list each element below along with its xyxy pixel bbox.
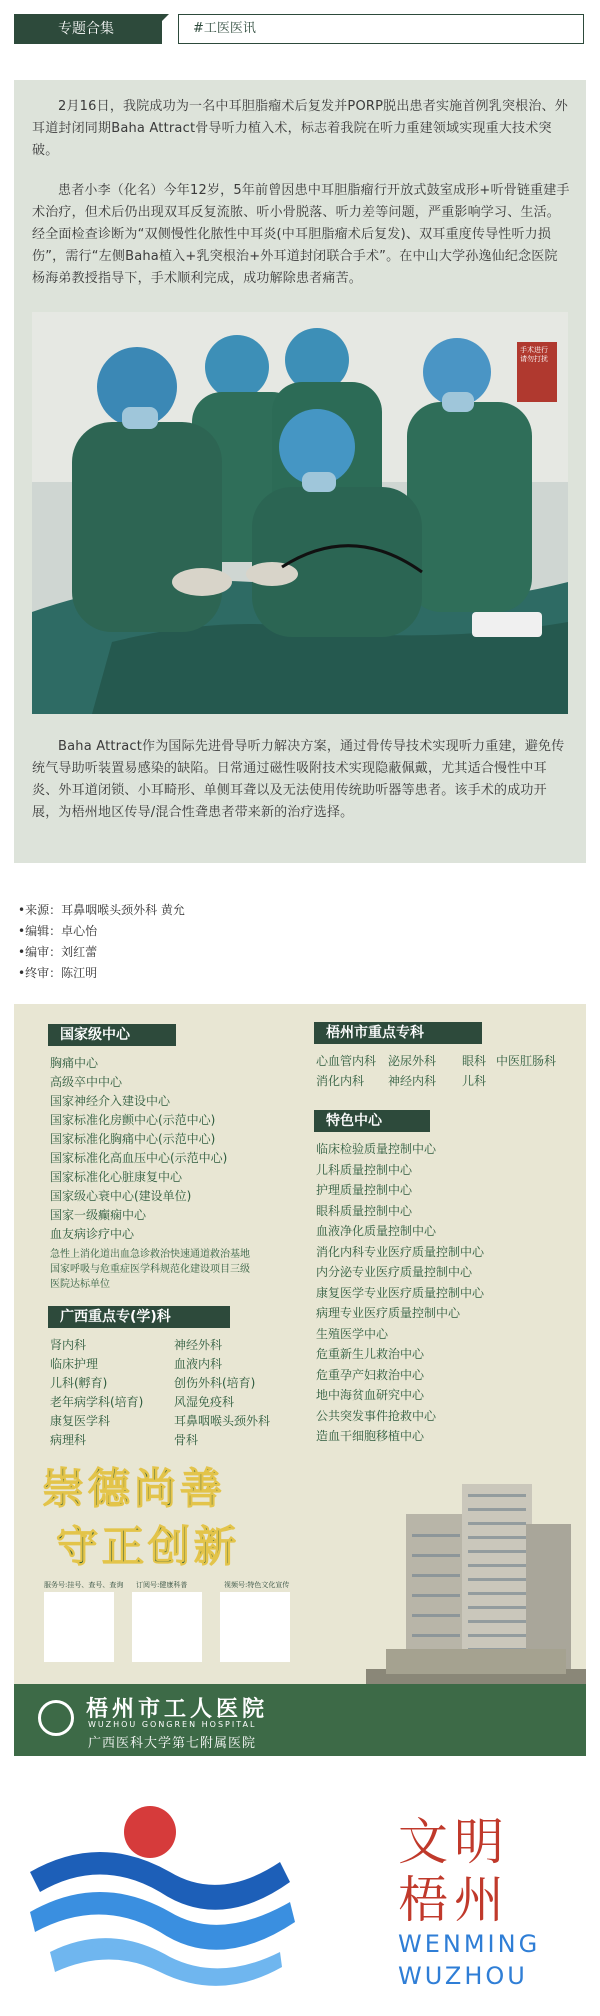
door-sign: 手术进行请勿打扰 <box>520 346 548 363</box>
special-center-item: 病理专业医疗质量控制中心 <box>316 1306 461 1320</box>
wuzhou-specialty-item: 神经内科 <box>388 1074 437 1088</box>
wenming-title-line-2: 梧州 <box>398 1871 510 1929</box>
slogan-line-1: 崇德尚善 <box>42 1464 227 1513</box>
guangxi-key-discipline-title: 广西重点专(学)科 <box>48 1306 230 1328</box>
guangxi-discipline-item: 老年病学科(培育) <box>50 1395 144 1409</box>
national-center-note: 医院达标单位 <box>50 1279 110 1290</box>
wuzhou-specialty-item: 眼科 <box>462 1054 487 1068</box>
wenming-en-line-2: WUZHOU <box>398 1962 528 1990</box>
national-center-item: 胸痛中心 <box>50 1056 99 1070</box>
special-center-item: 血液净化质量控制中心 <box>316 1224 437 1238</box>
guangxi-discipline-item: 病理科 <box>50 1433 87 1447</box>
national-center-note: 急性上消化道出血急诊救治快速通道救治基地 <box>50 1249 250 1260</box>
special-center-title: 特色中心 <box>314 1110 430 1132</box>
national-center-item: 高级卒中中心 <box>50 1075 123 1089</box>
surgery-photo-illustration <box>32 312 568 714</box>
guangxi-discipline-item: 神经外科 <box>174 1338 223 1352</box>
hospital-footer-band <box>14 1684 586 1756</box>
national-center-item: 国家一级癫痫中心 <box>50 1208 147 1222</box>
national-center-item: 国家神经介入建设中心 <box>50 1094 171 1108</box>
guangxi-discipline-item: 康复医学科 <box>50 1414 111 1428</box>
national-center-note: 国家呼吸与危重症医学科规范化建设项目三级 <box>50 1264 250 1275</box>
guangxi-discipline-item: 耳鼻咽喉头颈外科 <box>174 1414 271 1428</box>
credit-reviewer: •编审：刘红蕾 <box>18 945 98 959</box>
national-center-item: 血友病诊疗中心 <box>50 1227 135 1241</box>
special-center-item: 儿科质量控制中心 <box>316 1162 413 1177</box>
wuzhou-specialty-item: 泌尿外科 <box>388 1054 437 1068</box>
qr-label-subscription: 订阅号:健康科普 <box>136 1581 188 1589</box>
wuzhou-specialty-item: 心血管内科 <box>316 1054 377 1068</box>
article-paragraph-1: 2月16日，我院成功为一名中耳胆脂瘤术后复发并PORP脱出患者实施首例乳突根治、外耳道封闭同期Baha Attract骨导听力植入术，标志着我院在听力重建领域实现重大技术突破。 <box>32 99 568 158</box>
wenming-title-line-1: 文明 <box>398 1813 510 1871</box>
wenming-en-line-1: WENMING <box>398 1930 541 1958</box>
guangxi-discipline-item: 血液内科 <box>174 1357 223 1371</box>
hospital-name: 梧州市工人医院 <box>86 1696 269 1722</box>
special-center-item: 眼科质量控制中心 <box>316 1203 413 1218</box>
wuzhou-specialty-item: 儿科 <box>462 1074 487 1088</box>
collection-label-corner <box>162 14 169 21</box>
credit-editor: •编辑：卓心怡 <box>18 924 98 938</box>
hospital-affiliation: 广西医科大学第七附属医院 <box>88 1736 257 1751</box>
national-center-item: 国家级心衰中心(建设单位) <box>50 1189 192 1203</box>
qr-code-subscription[interactable] <box>132 1592 202 1662</box>
qr-code-video[interactable] <box>220 1592 290 1662</box>
special-center-item: 造血干细胞移植中心 <box>316 1429 425 1443</box>
special-center-item: 危重新生儿救治中心 <box>316 1347 425 1361</box>
wuzhou-key-specialty-title: 梧州市重点专科 <box>314 1022 482 1044</box>
hospital-building-illustration <box>366 1474 586 1714</box>
special-center-item: 内分泌专业医疗质量控制中心 <box>316 1265 473 1279</box>
special-center-item: 临床检验质量控制中心 <box>316 1142 437 1156</box>
guangxi-discipline-item: 临床护理 <box>50 1357 99 1371</box>
special-center-item: 生殖医学中心 <box>316 1326 389 1341</box>
hospital-name-en: WUZHOU GONGREN HOSPITAL <box>88 1720 257 1729</box>
collection-label[interactable]: 专题合集 <box>14 14 162 44</box>
qr-code-service[interactable] <box>44 1592 114 1662</box>
guangxi-discipline-item: 肾内科 <box>50 1338 87 1352</box>
credit-final-review: •终审：陈江明 <box>18 966 98 980</box>
special-center-item: 消化内科专业医疗质量控制中心 <box>316 1244 485 1259</box>
topic-tag-link[interactable]: #工医医讯 <box>178 14 584 44</box>
national-center-item: 国家标准化高血压中心(示范中心) <box>50 1151 228 1165</box>
special-center-item: 康复医学专业医疗质量控制中心 <box>316 1285 485 1300</box>
national-center-item: 国家标准化心脏康复中心 <box>50 1170 183 1184</box>
slogan-line-2: 守正创新 <box>56 1522 241 1571</box>
wuzhou-specialty-item: 消化内科 <box>316 1074 365 1088</box>
qr-label-video: 视频号:特色文化宣传 <box>224 1581 290 1589</box>
hospital-logo-icon <box>38 1700 74 1736</box>
wenming-wuzhou-emblem <box>20 1792 320 2002</box>
guangxi-discipline-item: 儿科(孵育) <box>50 1376 108 1390</box>
article-paragraph-2: 患者小李（化名）今年12岁，5年前曾因患中耳胆脂瘤行开放式鼓室成形+听骨链重建手术治疗，但术后仍出现双耳反复流脓、听小骨脱落、听力差等问题，严重影响学习、生活。经全面检查诊断为“双侧慢性化脓性中耳炎(中耳胆脂瘤术后复发)、双耳重度传导性听力损伤”，需行“左侧Baha植入+乳突根治+外耳道封闭联合手术”。在中山大学孙逸仙纪念医院杨海弟教授指导下，手术顺利完成，成功解除患者痛苦。 <box>32 183 570 286</box>
special-center-item: 公共突发事件抢救中心 <box>316 1408 437 1423</box>
national-center-title: 国家级中心 <box>48 1024 176 1046</box>
guangxi-discipline-item: 骨科 <box>174 1433 199 1447</box>
national-center-item: 国家标准化胸痛中心(示范中心) <box>50 1132 216 1146</box>
credit-source: •来源：耳鼻咽喉头颈外科 黄允 <box>18 903 185 917</box>
article-paragraph-3: Baha Attract作为国际先进骨导听力解决方案，通过骨传导技术实现听力重建，避免传统气导助听装置易感染的缺陷。日常通过磁性吸附技术实现隐蔽佩戴，尤其适合慢性中耳炎、外耳道闭锁、小耳畸形、单侧耳聋以及无法使用传统助听器等患者。该手术的成功开展，为梧州地区传导/混合性聋患者带来新的治疗选择。 <box>32 739 565 820</box>
guangxi-discipline-item: 创伤外科(培育) <box>174 1376 256 1390</box>
wuzhou-specialty-item: 中医肛肠科 <box>496 1054 557 1068</box>
special-center-item: 地中海贫血研究中心 <box>316 1388 425 1402</box>
national-center-item: 国家标准化房颤中心(示范中心) <box>50 1113 216 1127</box>
special-center-item: 危重孕产妇救治中心 <box>316 1367 425 1382</box>
hospital-poster <box>14 1004 586 1756</box>
special-center-item: 护理质量控制中心 <box>316 1183 413 1197</box>
surgery-photo <box>32 312 568 714</box>
qr-label-service: 服务号:挂号、查号、查询 <box>44 1581 124 1589</box>
guangxi-discipline-item: 风湿免疫科 <box>174 1395 235 1409</box>
